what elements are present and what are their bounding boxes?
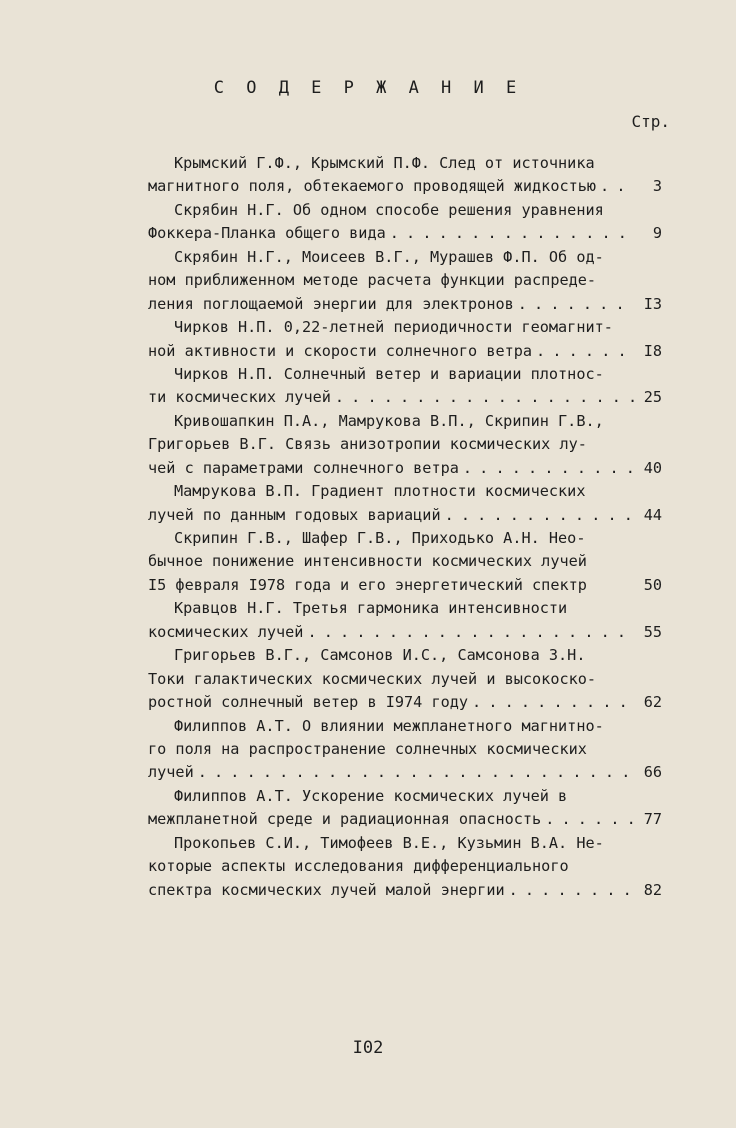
toc-entry-text: ной активности и скорости солнечного ветра: [148, 341, 533, 360]
table-of-contents: [148, 152, 662, 902]
toc-entry-line: [148, 668, 662, 691]
toc-entry-text: ном приближенном методе расчета функции распреде-: [148, 271, 597, 290]
dot-leader: [509, 879, 634, 902]
toc-entry-line: [148, 480, 662, 503]
toc-entry-text: Скрипин Г.В., Шафер Г.В., Приходько А.Н. Нео-: [174, 529, 586, 547]
toc-entry-text: чей с параметрами солнечного ветра: [148, 458, 459, 477]
toc-entry-text: космических лучей: [148, 622, 304, 641]
dot-leader: [536, 340, 634, 363]
toc-entry-text: Кравцов Н.Г. Третья гармоника интенсивности: [174, 599, 568, 618]
toc-entry-text: магнитного поля, обтекаемого проводящей жидкостью: [148, 177, 597, 196]
page-title: С О Д Е Р Ж А Н И Е: [213, 78, 523, 98]
toc-entry-text: Григорьев В.Г. Связь анизотропии космических лу-: [148, 435, 587, 454]
toc-entry-text: го поля на распространение солнечных космических: [148, 739, 587, 758]
toc-entry-line: [148, 621, 662, 644]
toc-entry-line: [148, 761, 662, 784]
toc-entry-text: Мамрукова В.П. Градиент плотности космических: [174, 482, 586, 501]
toc-entry-line: [148, 574, 662, 597]
toc-page-number: 25: [643, 388, 662, 407]
toc-page-number: I8: [643, 341, 662, 360]
toc-entry-text: Григорьев В.Г., Самсонов И.С., Самсонова З.Н.: [174, 646, 586, 665]
toc-entry-text: Скрябин Н.Г. Об одном способе решения уравнения: [174, 200, 604, 219]
toc-entry-line: [148, 738, 662, 761]
toc-entry-line: [148, 808, 662, 831]
toc-entry-text: Фоккера-Планка общего вида: [148, 224, 386, 243]
toc-entry-line: [148, 879, 662, 902]
dot-leader: [518, 293, 634, 316]
toc-entry-text: лучей по данным годовых вариаций: [148, 505, 441, 524]
toc-entry-text: ти космических лучей: [148, 388, 331, 407]
toc-entry-line: [148, 597, 662, 620]
dot-leader: [390, 222, 634, 245]
toc-entry-line: [148, 340, 662, 363]
toc-entry-line: [148, 410, 662, 433]
toc-entry-text: межпланетной среде и радиационная опасность: [148, 810, 542, 829]
toc-entry-line: [148, 715, 662, 738]
toc-entry-text: Кривошапкин П.А., Мамрукова В.П., Скрипин Г.В.,: [174, 411, 604, 430]
toc-entry-line: [148, 504, 662, 527]
toc-entry-line: [148, 832, 662, 855]
toc-entry-line: [148, 550, 662, 573]
toc-entry-text: Скрябин Н.Г., Моисеев В.Г., Мурашев Ф.П. Об од-: [174, 247, 604, 266]
toc-entry-line: [148, 386, 662, 409]
toc-page-number: 62: [643, 693, 662, 712]
toc-page-number: 50: [643, 575, 662, 594]
toc-page-number: 44: [643, 505, 662, 524]
toc-entry-text: Крымский Г.Ф., Крымский П.Ф. След от источника: [174, 154, 595, 172]
dot-leader: [600, 175, 634, 198]
toc-entry-line: [148, 175, 662, 198]
dot-leader: [545, 808, 634, 831]
toc-entry-text: бычное понижение интенсивности космических лучей: [148, 552, 587, 571]
toc-entry-text: ростной солнечный ветер в I974 году: [148, 693, 469, 712]
dot-leader: [307, 621, 634, 644]
toc-entry-text: Чирков Н.П. 0,22-летней периодичности геомагнит-: [174, 318, 613, 337]
toc-entry-line: [148, 785, 662, 808]
dot-leader: [198, 761, 634, 784]
dot-leader: [335, 386, 634, 409]
toc-page-number: 66: [643, 763, 662, 782]
toc-page-number: 77: [643, 810, 662, 829]
toc-page-number: 40: [643, 458, 662, 477]
toc-entry-line: [148, 246, 662, 269]
toc-entry-line: [148, 691, 662, 714]
toc-entry-text: ления поглощаемой энергии для электронов: [148, 294, 514, 313]
toc-entry-line: [148, 293, 662, 316]
toc-entry-text: лучей: [148, 763, 194, 782]
toc-entry-line: [148, 316, 662, 339]
page-column-label: Стр.: [631, 112, 670, 131]
toc-page-number: 55: [643, 622, 662, 641]
dot-leader: [445, 504, 634, 527]
toc-page-number: I3: [643, 294, 662, 313]
toc-entry-text: Прокопьев С.И., Тимофеев В.Е., Кузьмин В.А. Не-: [174, 833, 604, 852]
toc-entry-text: спектра космических лучей малой энергии: [148, 880, 505, 899]
toc-page-number: 9: [652, 224, 662, 243]
toc-entry-line: [148, 644, 662, 667]
page-number: I02: [352, 1038, 384, 1058]
toc-entry-line: [148, 222, 662, 245]
toc-entry-text: Филиппов А.Т. О влиянии межпланетного магнитно-: [174, 716, 604, 735]
toc-entry-line: [148, 199, 662, 222]
toc-entry-text: Филиппов А.Т. Ускорение космических лучей в: [174, 786, 568, 805]
dot-leader: [463, 457, 634, 480]
toc-entry-text: Чирков Н.П. Солнечный ветер и вариации плотнос-: [174, 364, 604, 383]
toc-entry-text: которые аспекты исследования дифференциального: [148, 857, 569, 876]
toc-entry-line: [148, 527, 662, 550]
toc-entry-line: [148, 152, 662, 175]
toc-page-number: 82: [643, 880, 662, 899]
toc-entry-text: I5 февраля I978 года и его энергетический спектр: [148, 575, 587, 594]
toc-page-number: 3: [652, 177, 662, 196]
toc-entry-line: [148, 269, 662, 292]
toc-entry-line: [148, 457, 662, 480]
toc-entry-line: [148, 363, 662, 386]
toc-entry-text: Токи галактических космических лучей и высокоско-: [148, 669, 597, 688]
toc-entry-line: [148, 855, 662, 878]
dot-leader: [472, 691, 634, 714]
toc-entry-line: [148, 433, 662, 456]
